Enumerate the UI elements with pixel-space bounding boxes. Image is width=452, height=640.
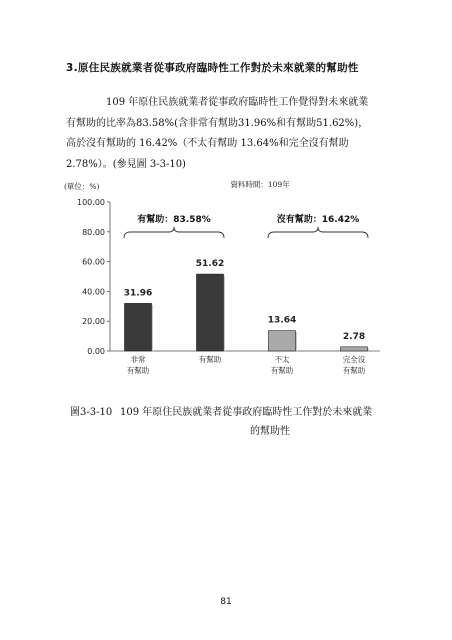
caption-line-2: 的幫助性 <box>250 426 290 437</box>
bar <box>269 331 296 351</box>
data-label: 2.78 <box>342 331 366 342</box>
paragraph-line: 高於沒有幫助的 16.42%（不太有幫助 13.64%和完全沒有幫助 <box>66 138 349 149</box>
paragraph-line: 2.78%）。(參見圖 3-3-10) <box>66 158 186 170</box>
data-label: 51.62 <box>195 259 225 270</box>
source-note: 資料時間：109年 <box>230 180 290 189</box>
data-label: 31.96 <box>123 288 153 299</box>
y-tick-label: 60.00 <box>82 257 105 267</box>
page-number: 81 <box>220 597 232 607</box>
x-tick-label: 不太 <box>274 355 290 364</box>
group-bracket <box>268 227 368 238</box>
y-tick-label: 100.00 <box>77 198 105 207</box>
x-tick-label: 非常 <box>130 355 146 364</box>
x-tick-label: 完全沒 <box>342 355 366 364</box>
y-tick-label: 40.00 <box>82 287 105 297</box>
data-label: 13.64 <box>267 315 297 326</box>
y-tick-label: 0.00 <box>87 347 105 356</box>
caption-line-1: 109 年原住民族就業者從事政府臨時性工作對於未來就業 <box>120 407 373 418</box>
figure-number: 圖3-3-10 <box>70 407 113 418</box>
x-tick-label: 有幫助 <box>198 355 222 364</box>
bar <box>125 303 152 351</box>
x-tick-label: 有幫助 <box>270 366 294 375</box>
y-tick-label: 20.00 <box>82 317 105 327</box>
group-bracket <box>124 227 224 238</box>
y-tick-label: 80.00 <box>82 227 105 237</box>
bar <box>341 347 368 351</box>
x-tick-label: 有幫助 <box>126 366 150 375</box>
paragraph-line: 109 年原住民族就業者從事政府臨時性工作覺得對未來就業 <box>106 97 369 108</box>
bar <box>197 274 224 351</box>
x-tick-label: 有幫助 <box>342 366 366 375</box>
group-label: 有幫助：83.58% <box>137 215 211 225</box>
unit-label: (單位：%) <box>64 182 100 191</box>
paragraph-line: 有幫助的比率為83.58%(含非常有幫助31.96%和有幫助51.62%)， <box>66 117 369 129</box>
group-label: 沒有幫助：16.42% <box>276 215 360 225</box>
section-heading: 3.原住民族就業者從事政府臨時性工作對於未來就業的幫助性 <box>66 62 359 74</box>
